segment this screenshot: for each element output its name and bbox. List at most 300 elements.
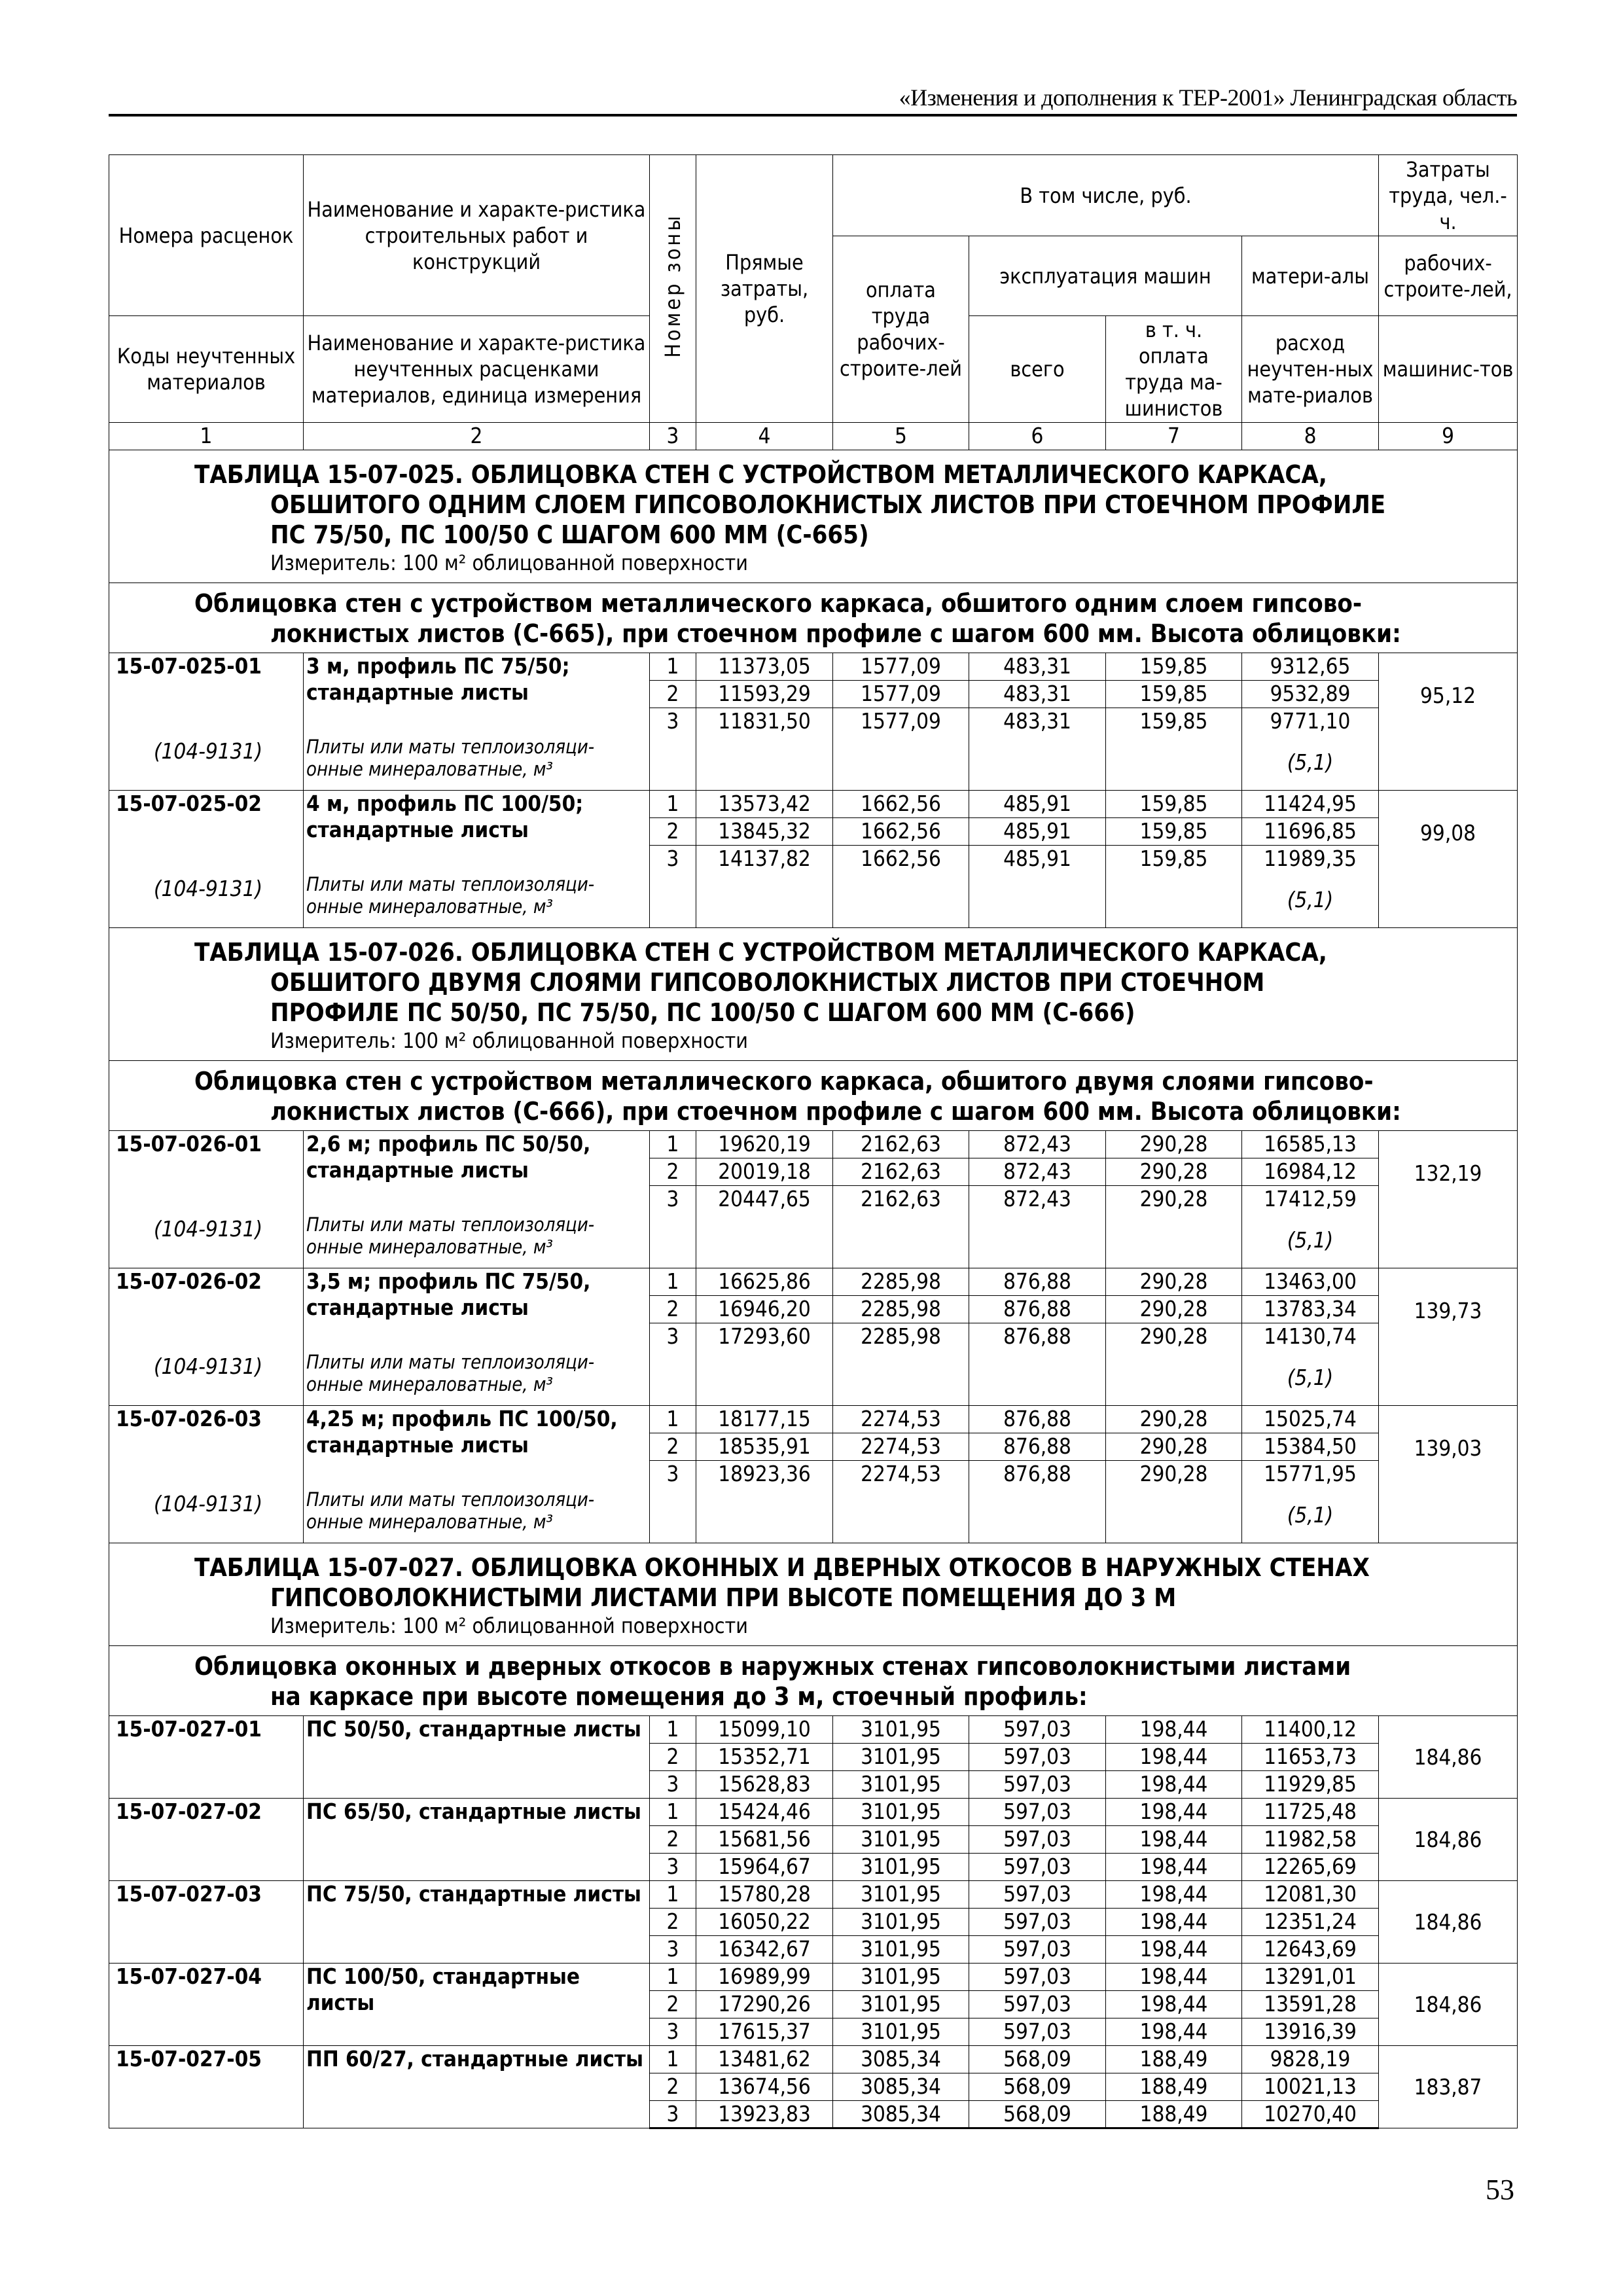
material-name: Плиты или маты теплоизоляци-онные минераловатные, м³ <box>306 735 595 780</box>
rate-code-cell <box>109 1268 304 1406</box>
table-subsection-header <box>109 583 1518 653</box>
page-number: 53 <box>1486 2174 1514 2206</box>
machinist-pay: 198,44 <box>1106 1881 1242 1909</box>
section-title-line: ПРОФИЛЕ ПС 50/50, ПС 75/50, ПС 100/50 С ШАГОМ 600 ММ (С-666) <box>270 998 1135 1027</box>
table-row <box>109 791 1518 818</box>
direct-cost: 17290,26 <box>696 1991 833 2018</box>
machinist-pay: 290,28 <box>1106 1461 1242 1488</box>
table-section-header <box>109 928 1518 1061</box>
zone-number: 2 <box>650 1991 696 2018</box>
materials-cost: 9532,89 <box>1242 681 1379 708</box>
direct-cost: 16050,22 <box>696 1909 833 1936</box>
rate-code-cell <box>109 1131 304 1268</box>
col-number: 9 <box>1379 423 1518 450</box>
empty-cell <box>969 736 1106 791</box>
worker-pay: 3085,34 <box>833 2046 969 2073</box>
materials-cost: 11653,73 <box>1242 1744 1379 1771</box>
worker-pay: 3085,34 <box>833 2101 969 2128</box>
machines-total: 597,03 <box>969 1744 1106 1771</box>
work-name: ПП 60/27, стандартные листы <box>304 2046 650 2128</box>
direct-cost: 15099,10 <box>696 1716 833 1744</box>
material-name: Плиты или маты теплоизоляци-онные минераловатные, м³ <box>306 1213 595 1258</box>
work-name: 4 м, профиль ПС 100/50; стандартные листы <box>304 791 650 873</box>
machinist-pay: 159,85 <box>1106 846 1242 873</box>
zone-number: 3 <box>650 1323 696 1351</box>
table-row <box>109 873 1518 928</box>
worker-pay: 3101,95 <box>833 1881 969 1909</box>
table-section-header <box>109 1543 1518 1646</box>
zone-number: 3 <box>650 2101 696 2128</box>
worker-pay: 3101,95 <box>833 1826 969 1854</box>
measure-unit: Измеритель: 100 м² облицованной поверхности <box>270 1613 748 1638</box>
worker-pay: 3101,95 <box>833 1964 969 1991</box>
empty-cell <box>833 873 969 928</box>
col9-bottom-header: машинис-тов <box>1379 316 1518 423</box>
zone-number: 1 <box>650 2046 696 2073</box>
machinist-pay: 198,44 <box>1106 1716 1242 1744</box>
table-row <box>109 736 1518 791</box>
zone-number: 1 <box>650 1799 696 1826</box>
material-code: (104-9131) <box>153 1491 263 1516</box>
zone-number: 2 <box>650 1158 696 1186</box>
direct-cost: 18923,36 <box>696 1461 833 1488</box>
worker-pay: 3101,95 <box>833 1991 969 2018</box>
machines-total: 485,91 <box>969 846 1106 873</box>
machinist-pay: 198,44 <box>1106 1909 1242 1936</box>
rate-code: 15-07-027-03 <box>116 1881 262 1907</box>
direct-cost: 19620,19 <box>696 1131 833 1158</box>
worker-pay: 2274,53 <box>833 1461 969 1488</box>
col3-header <box>650 155 696 423</box>
direct-cost: 15964,67 <box>696 1854 833 1881</box>
col6-header: всего <box>969 316 1106 423</box>
table-row <box>109 1964 1518 1991</box>
labor-hours: 99,08 <box>1379 791 1518 928</box>
rate-code: 15-07-027-01 <box>116 1716 262 1742</box>
machines-header: эксплуатация машин <box>969 236 1242 316</box>
work-name: ПС 75/50, стандартные листы <box>304 1881 650 1964</box>
direct-cost: 17615,37 <box>696 2018 833 2046</box>
table-section-header <box>109 450 1518 583</box>
zone-number-label: Номер зоны <box>660 213 685 358</box>
materials-cost: 11725,48 <box>1242 1799 1379 1826</box>
direct-cost: 20019,18 <box>696 1158 833 1186</box>
zone-number: 1 <box>650 653 696 681</box>
worker-pay: 1662,56 <box>833 846 969 873</box>
subsection-title-line: Облицовка стен с устройством металлического каркаса, обшитого двумя слоями гипсово- <box>194 1067 1374 1096</box>
zone-number: 3 <box>650 708 696 736</box>
worker-pay: 3101,95 <box>833 1854 969 1881</box>
materials-cost: 17412,59 <box>1242 1186 1379 1213</box>
rate-code-cell <box>109 791 304 928</box>
materials-cost: 14130,74 <box>1242 1323 1379 1351</box>
empty-cell <box>1106 736 1242 791</box>
machinist-pay: 198,44 <box>1106 1991 1242 2018</box>
direct-cost: 14137,82 <box>696 846 833 873</box>
worker-pay: 3101,95 <box>833 1936 969 1964</box>
labor-hours: 184,86 <box>1379 1716 1518 1799</box>
materials-cost: 11424,95 <box>1242 791 1379 818</box>
machinist-pay: 290,28 <box>1106 1131 1242 1158</box>
empty-cell <box>1106 1213 1242 1268</box>
material-name-cell <box>304 1213 650 1268</box>
rate-code-cell <box>109 1881 304 1964</box>
measure-unit: Измеритель: 100 м² облицованной поверхности <box>270 550 748 575</box>
machinist-pay: 159,85 <box>1106 818 1242 846</box>
direct-cost: 18535,91 <box>696 1433 833 1461</box>
section-title-line: ТАБЛИЦА 15-07-027. ОБЛИЦОВКА ОКОННЫХ И ДВЕРНЫХ ОТКОСОВ В НАРУЖНЫХ СТЕНАХ <box>194 1553 1370 1582</box>
worker-pay: 3101,95 <box>833 1799 969 1826</box>
work-name: 4,25 м; профиль ПС 100/50, стандартные листы <box>304 1406 650 1488</box>
direct-cost: 15628,83 <box>696 1771 833 1799</box>
machinist-pay: 290,28 <box>1106 1433 1242 1461</box>
empty-cell <box>969 1213 1106 1268</box>
rate-code: 15-07-027-02 <box>116 1799 262 1824</box>
empty-cell <box>696 1488 833 1543</box>
materials-cost: 13916,39 <box>1242 2018 1379 2046</box>
machinist-pay: 198,44 <box>1106 1854 1242 1881</box>
table-row <box>109 1716 1518 1744</box>
zone-number: 3 <box>650 1936 696 1964</box>
machines-total: 568,09 <box>969 2101 1106 2128</box>
direct-cost: 13923,83 <box>696 2101 833 2128</box>
worker-pay: 3101,95 <box>833 1744 969 1771</box>
zone-number: 1 <box>650 1881 696 1909</box>
col-number: 4 <box>696 423 833 450</box>
work-name: 2,6 м; профиль ПС 50/50, стандартные листы <box>304 1131 650 1213</box>
empty-cell <box>1106 1351 1242 1406</box>
zone-number: 1 <box>650 1268 696 1296</box>
table-subsection-header <box>109 1061 1518 1131</box>
materials-cost: 13783,34 <box>1242 1296 1379 1323</box>
rate-code-cell <box>109 1716 304 1799</box>
material-qty-value: (5,1) <box>1287 887 1334 913</box>
labor-header: Затраты труда, чел.-ч. <box>1379 155 1518 236</box>
zone-number: 1 <box>650 1716 696 1744</box>
rate-code-cell <box>109 1406 304 1543</box>
running-header <box>109 77 1517 117</box>
labor-hours: 183,87 <box>1379 2046 1518 2128</box>
direct-cost: 15681,56 <box>696 1826 833 1854</box>
col-number: 3 <box>650 423 696 450</box>
machines-total: 597,03 <box>969 1799 1106 1826</box>
worker-pay: 2274,53 <box>833 1433 969 1461</box>
material-code: (104-9131) <box>153 876 263 901</box>
rate-code: 15-07-025-02 <box>116 791 262 816</box>
zone-number: 3 <box>650 1461 696 1488</box>
section-title <box>109 1543 1518 1646</box>
col1-top-header: Номера расценок <box>109 155 304 316</box>
material-name-cell <box>304 736 650 791</box>
worker-pay: 1577,09 <box>833 681 969 708</box>
materials-cost: 15771,95 <box>1242 1461 1379 1488</box>
material-qty-value: (5,1) <box>1287 1365 1334 1391</box>
direct-cost: 13573,42 <box>696 791 833 818</box>
zone-number: 3 <box>650 1186 696 1213</box>
machinist-pay: 290,28 <box>1106 1296 1242 1323</box>
worker-pay: 2162,63 <box>833 1186 969 1213</box>
machinist-pay: 290,28 <box>1106 1406 1242 1433</box>
table-subsection-header <box>109 1646 1518 1716</box>
worker-pay: 1577,09 <box>833 653 969 681</box>
empty-cell <box>650 1213 696 1268</box>
in-total-header: В том числе, руб. <box>833 155 1379 236</box>
col8-top-header: матери-алы <box>1242 236 1379 316</box>
machinist-pay: 290,28 <box>1106 1268 1242 1296</box>
rate-code: 15-07-027-05 <box>116 2046 262 2072</box>
empty-cell <box>969 1488 1106 1543</box>
col-number: 1 <box>109 423 304 450</box>
empty-cell <box>650 1488 696 1543</box>
worker-pay: 3085,34 <box>833 2073 969 2101</box>
material-qty-value: (5,1) <box>1287 749 1334 776</box>
materials-cost: 12643,69 <box>1242 1936 1379 1964</box>
materials-cost: 12081,30 <box>1242 1881 1379 1909</box>
price-table <box>109 154 1518 2129</box>
labor-hours: 184,86 <box>1379 1799 1518 1881</box>
table-row <box>109 1268 1518 1296</box>
col4-header: Прямые затраты, руб. <box>696 155 833 423</box>
machines-total: 568,09 <box>969 2046 1106 2073</box>
col-number: 5 <box>833 423 969 450</box>
machinist-pay: 188,49 <box>1106 2101 1242 2128</box>
materials-cost: 9828,19 <box>1242 2046 1379 2073</box>
col8-bottom-header: расход неучтен-ных мате-риалов <box>1242 316 1379 423</box>
direct-cost: 11593,29 <box>696 681 833 708</box>
rate-code-cell <box>109 1964 304 2046</box>
zone-number: 2 <box>650 1296 696 1323</box>
machinist-pay: 188,49 <box>1106 2046 1242 2073</box>
col7-header: в т. ч. оплата труда ма-шинистов <box>1106 316 1242 423</box>
table-row <box>109 2046 1518 2073</box>
direct-cost: 13674,56 <box>696 2073 833 2101</box>
col-number: 6 <box>969 423 1106 450</box>
empty-cell <box>650 873 696 928</box>
machinist-pay: 159,85 <box>1106 681 1242 708</box>
zone-number: 2 <box>650 2073 696 2101</box>
empty-cell <box>833 1488 969 1543</box>
running-header-text: «Изменения и дополнения к ТЕР-2001» Ленинградская область <box>899 84 1517 111</box>
direct-cost: 16946,20 <box>696 1296 833 1323</box>
table-row <box>109 1351 1518 1406</box>
zone-number: 3 <box>650 846 696 873</box>
table-row <box>109 1799 1518 1826</box>
section-title-line: ТАБЛИЦА 15-07-026. ОБЛИЦОВКА СТЕН С УСТРОЙСТВОМ МЕТАЛЛИЧЕСКОГО КАРКАСА, <box>194 938 1327 967</box>
direct-cost: 11831,50 <box>696 708 833 736</box>
col5-header: оплата труда рабочих-строите-лей <box>833 236 969 423</box>
material-name-cell <box>304 1351 650 1406</box>
measure-unit: Измеритель: 100 м² облицованной поверхности <box>270 1028 748 1053</box>
machinist-pay: 198,44 <box>1106 1826 1242 1854</box>
materials-cost: 13291,01 <box>1242 1964 1379 1991</box>
zone-number: 1 <box>650 791 696 818</box>
material-qty <box>1242 1213 1379 1268</box>
material-name: Плиты или маты теплоизоляци-онные минераловатные, м³ <box>306 872 595 918</box>
subsection-title-line: на каркасе при высоте помещения до 3 м, стоечный профиль: <box>270 1682 1088 1711</box>
material-code: (104-9131) <box>153 1354 263 1379</box>
machinist-pay: 290,28 <box>1106 1323 1242 1351</box>
machinist-pay: 159,85 <box>1106 653 1242 681</box>
machines-total: 872,43 <box>969 1131 1106 1158</box>
machines-total: 876,88 <box>969 1323 1106 1351</box>
material-qty-value: (5,1) <box>1287 1502 1334 1528</box>
subsection-title <box>109 1061 1518 1131</box>
table-row <box>109 1213 1518 1268</box>
direct-cost: 15780,28 <box>696 1881 833 1909</box>
machines-total: 485,91 <box>969 791 1106 818</box>
materials-cost: 15384,50 <box>1242 1433 1379 1461</box>
machinist-pay: 198,44 <box>1106 1936 1242 1964</box>
work-name: 3,5 м; профиль ПС 75/50, стандартные листы <box>304 1268 650 1351</box>
column-numbers-row <box>109 423 1518 450</box>
materials-cost: 11929,85 <box>1242 1771 1379 1799</box>
machinist-pay: 198,44 <box>1106 1799 1242 1826</box>
labor-hours: 132,19 <box>1379 1131 1518 1268</box>
work-name: ПС 50/50, стандартные листы <box>304 1716 650 1799</box>
machines-total: 876,88 <box>969 1461 1106 1488</box>
machines-total: 483,31 <box>969 681 1106 708</box>
material-qty <box>1242 736 1379 791</box>
machines-total: 872,43 <box>969 1186 1106 1213</box>
table-row <box>109 1488 1518 1543</box>
machinist-pay: 159,85 <box>1106 708 1242 736</box>
machines-total: 597,03 <box>969 1826 1106 1854</box>
empty-cell <box>650 1351 696 1406</box>
section-title-line: ОБШИТОГО ДВУМЯ СЛОЯМИ ГИПСОВОЛОКНИСТЫХ ЛИСТОВ ПРИ СТОЕЧНОМ <box>270 968 1265 997</box>
material-qty <box>1242 1351 1379 1406</box>
zone-number: 2 <box>650 1909 696 1936</box>
materials-cost: 12351,24 <box>1242 1909 1379 1936</box>
machines-total: 597,03 <box>969 1909 1106 1936</box>
col9-top-header: рабочих-строите-лей, <box>1379 236 1518 316</box>
worker-pay: 1662,56 <box>833 791 969 818</box>
rate-code-cell <box>109 1799 304 1881</box>
machines-total: 597,03 <box>969 1716 1106 1744</box>
zone-number: 2 <box>650 1826 696 1854</box>
machines-total: 568,09 <box>969 2073 1106 2101</box>
direct-cost: 11373,05 <box>696 653 833 681</box>
table-row <box>109 1406 1518 1433</box>
machines-total: 597,03 <box>969 1991 1106 2018</box>
subsection-title-line: Облицовка оконных и дверных откосов в наружных стенах гипсоволокнистыми листами <box>194 1652 1351 1681</box>
empty-cell <box>696 736 833 791</box>
machines-total: 485,91 <box>969 818 1106 846</box>
direct-cost: 16342,67 <box>696 1936 833 1964</box>
empty-cell <box>1106 1488 1242 1543</box>
materials-cost: 9771,10 <box>1242 708 1379 736</box>
worker-pay: 2285,98 <box>833 1323 969 1351</box>
empty-cell <box>969 873 1106 928</box>
table-row <box>109 653 1518 681</box>
empty-cell <box>696 1351 833 1406</box>
zone-number: 2 <box>650 1433 696 1461</box>
materials-cost: 16984,12 <box>1242 1158 1379 1186</box>
materials-cost: 10270,40 <box>1242 2101 1379 2128</box>
work-name: ПС 100/50, стандартные листы <box>304 1964 650 2046</box>
machines-total: 597,03 <box>969 1854 1106 1881</box>
worker-pay: 2285,98 <box>833 1268 969 1296</box>
material-name: Плиты или маты теплоизоляци-онные минераловатные, м³ <box>306 1488 595 1533</box>
material-code: (104-9131) <box>153 1216 263 1242</box>
zone-number: 3 <box>650 2018 696 2046</box>
col-number: 8 <box>1242 423 1379 450</box>
empty-cell <box>833 736 969 791</box>
machines-total: 597,03 <box>969 1881 1106 1909</box>
empty-cell <box>696 1213 833 1268</box>
material-qty <box>1242 1488 1379 1543</box>
machines-total: 876,88 <box>969 1406 1106 1433</box>
material-name-cell <box>304 873 650 928</box>
machines-total: 483,31 <box>969 708 1106 736</box>
machines-total: 876,88 <box>969 1268 1106 1296</box>
zone-number: 2 <box>650 818 696 846</box>
materials-cost: 9312,65 <box>1242 653 1379 681</box>
section-title <box>109 928 1518 1061</box>
machinist-pay: 198,44 <box>1106 1771 1242 1799</box>
worker-pay: 3101,95 <box>833 1909 969 1936</box>
zone-number: 2 <box>650 1744 696 1771</box>
material-qty-value: (5,1) <box>1287 1227 1334 1253</box>
rate-code: 15-07-025-01 <box>116 653 262 679</box>
header-row-1 <box>109 155 1518 236</box>
col2-bottom-header: Наименование и характе-ристика неучтенных расценками материалов, единица измерения <box>304 316 650 423</box>
machinist-pay: 198,44 <box>1106 1744 1242 1771</box>
empty-cell <box>833 1351 969 1406</box>
empty-cell <box>650 736 696 791</box>
subsection-title-line: локнистых листов (С-665), при стоечном профиле с шагом 600 мм. Высота облицовки: <box>270 619 1401 648</box>
rate-code: 15-07-026-02 <box>116 1268 262 1294</box>
rate-code: 15-07-026-03 <box>116 1406 262 1431</box>
col2-top-header: Наименование и характе-ристика строительных работ и конструкций <box>304 155 650 316</box>
machines-total: 872,43 <box>969 1158 1106 1186</box>
zone-number: 1 <box>650 1131 696 1158</box>
materials-cost: 15025,74 <box>1242 1406 1379 1433</box>
materials-cost: 11696,85 <box>1242 818 1379 846</box>
work-name: 3 м, профиль ПС 75/50; стандартные листы <box>304 653 650 736</box>
machinist-pay: 290,28 <box>1106 1186 1242 1213</box>
worker-pay: 3101,95 <box>833 1771 969 1799</box>
col1-bottom-header: Коды неучтенных материалов <box>109 316 304 423</box>
zone-number: 3 <box>650 1854 696 1881</box>
zone-number: 1 <box>650 1964 696 1991</box>
machines-total: 597,03 <box>969 1964 1106 1991</box>
machinist-pay: 188,49 <box>1106 2073 1242 2101</box>
direct-cost: 17293,60 <box>696 1323 833 1351</box>
rate-code: 15-07-027-04 <box>116 1964 262 1989</box>
subsection-title <box>109 583 1518 653</box>
machinist-pay: 290,28 <box>1106 1158 1242 1186</box>
labor-hours: 184,86 <box>1379 1881 1518 1964</box>
table-row <box>109 1131 1518 1158</box>
direct-cost: 13845,32 <box>696 818 833 846</box>
material-qty <box>1242 873 1379 928</box>
machines-total: 876,88 <box>969 1433 1106 1461</box>
zone-number: 3 <box>650 1771 696 1799</box>
section-title-line: ГИПСОВОЛОКНИСТЫМИ ЛИСТАМИ ПРИ ВЫСОТЕ ПОМЕЩЕНИЯ ДО 3 М <box>270 1583 1177 1612</box>
table-row <box>109 1881 1518 1909</box>
material-name: Плиты или маты теплоизоляци-онные минераловатные, м³ <box>306 1350 595 1395</box>
materials-cost: 10021,13 <box>1242 2073 1379 2101</box>
materials-cost: 16585,13 <box>1242 1131 1379 1158</box>
worker-pay: 2162,63 <box>833 1131 969 1158</box>
worker-pay: 1577,09 <box>833 708 969 736</box>
empty-cell <box>969 1351 1106 1406</box>
worker-pay: 3101,95 <box>833 1716 969 1744</box>
materials-cost: 11400,12 <box>1242 1716 1379 1744</box>
worker-pay: 2162,63 <box>833 1158 969 1186</box>
section-title-line: ТАБЛИЦА 15-07-025. ОБЛИЦОВКА СТЕН С УСТРОЙСТВОМ МЕТАЛЛИЧЕСКОГО КАРКАСА, <box>194 460 1327 489</box>
materials-cost: 13591,28 <box>1242 1991 1379 2018</box>
